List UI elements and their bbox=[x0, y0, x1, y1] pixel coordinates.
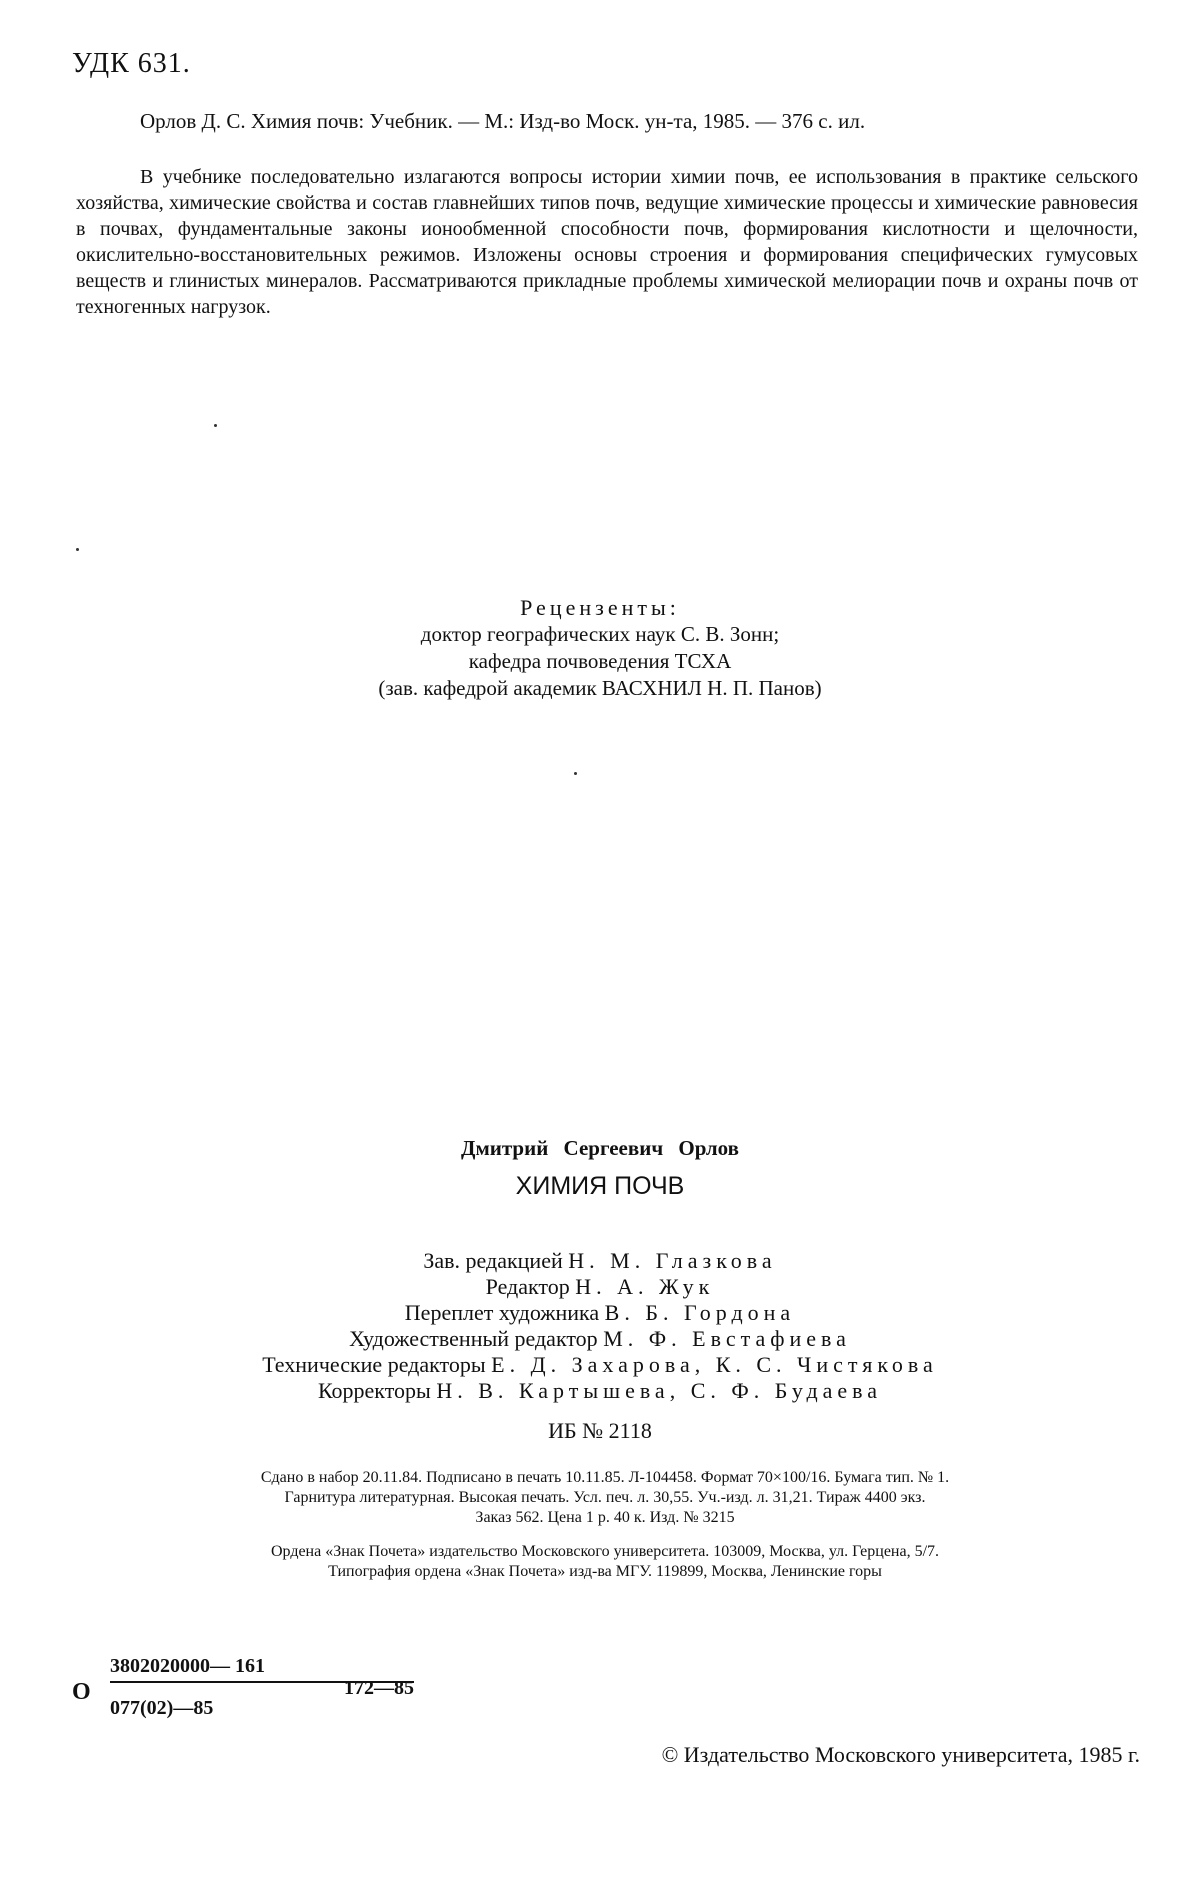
annotation-paragraph: В учебнике последовательно излагаются вопросы истории химии почв, ее использования в практике сельского хозяйства, химические свойства и состав главнейших типов почв, ведущие химические процессы и химические равновесия в почвах, фундаментальные законы ионообменной способности почв, формирования кислотности и щелочности, окислительно-восстановительных режимов. Изложены основы строения и формирования специфических гумусовых веществ и глинистых минералов. Рассматриваются прикладные проблемы химической мелиорации почв и охраны почв от техногенных нагрузок. bbox=[76, 166, 1138, 318]
catalog-code-prefix: О bbox=[72, 1679, 91, 1705]
credit-line bbox=[0, 1300, 1200, 1326]
print-info-block bbox=[70, 1468, 1140, 1528]
credit-name: Е. Д. Захарова, К. С. Чистякова bbox=[491, 1352, 938, 1377]
print-speck bbox=[574, 772, 577, 775]
copyright-notice: © Издательство Московского университета, 1985 г. bbox=[661, 1742, 1140, 1767]
credit-line bbox=[0, 1378, 1200, 1404]
credit-name: М. Ф. Евстафиева bbox=[603, 1326, 851, 1351]
publisher-info-line: Ордена «Знак Почета» издательство Московского университета. 103009, Москва, ул. Герцена, 5/7. bbox=[270, 1543, 940, 1560]
credit-name: В. Б. Гордона bbox=[604, 1300, 796, 1325]
udc-code: УДК 631. bbox=[72, 48, 191, 79]
credit-name: Н. М. Глазкова bbox=[568, 1248, 777, 1273]
book-title: ХИМИЯ ПОЧВ bbox=[515, 1172, 685, 1200]
print-info-line: Гарнитура литературная. Высокая печать. Усл. печ. л. 30,55. Уч.-изд. л. 31,21. Тираж 4400 экз. bbox=[284, 1489, 926, 1506]
print-info-line: Заказ 562. Цена 1 р. 40 к. Изд. № 3215 bbox=[475, 1509, 735, 1526]
reviewer-line: доктор географических наук С. В. Зонн; bbox=[420, 622, 780, 646]
credit-role: Технические редакторы bbox=[262, 1352, 486, 1377]
credit-line bbox=[0, 1352, 1200, 1378]
print-info-line: Сдано в набор 20.11.84. Подписано в печать 10.11.85. Л-104458. Формат 70×100/16. Бумага тип. № 1. bbox=[260, 1469, 950, 1486]
author-name: Дмитрий Сергеевич Орлов bbox=[461, 1136, 739, 1160]
credit-role: Корректоры bbox=[317, 1378, 431, 1403]
reviewers-heading: Рецензенты: bbox=[520, 595, 680, 620]
catalog-code bbox=[72, 1655, 452, 1735]
publisher-info-block bbox=[70, 1542, 1140, 1582]
reviewers-block bbox=[0, 594, 1200, 702]
credit-line bbox=[0, 1274, 1200, 1300]
credit-role: Зав. редакцией bbox=[423, 1248, 563, 1273]
print-speck bbox=[214, 424, 217, 427]
credit-role: Редактор bbox=[485, 1274, 570, 1299]
credits-block bbox=[0, 1248, 1200, 1404]
credit-line bbox=[0, 1326, 1200, 1352]
credit-role: Художественный редактор bbox=[349, 1326, 598, 1351]
credit-name: Н. А. Жук bbox=[575, 1274, 715, 1299]
credit-role: Переплет художника bbox=[404, 1300, 600, 1325]
publisher-info-line: Типография ордена «Знак Почета» изд-ва МГУ. 119899, Москва, Ленинские горы bbox=[328, 1563, 882, 1580]
reviewer-line: (зав. кафедрой академик ВАСХНИЛ Н. П. Панов) bbox=[378, 676, 822, 700]
reviewer-line: кафедра почвоведения ТСХА bbox=[468, 649, 732, 673]
catalog-code-numerator: 3802020000— 161 bbox=[110, 1655, 414, 1683]
catalog-code-suffix: 172—85 bbox=[344, 1677, 414, 1699]
credit-line bbox=[0, 1248, 1200, 1274]
bibliographic-entry: Орлов Д. С. Химия почв: Учебник. — М.: Изд-во Моск. ун-та, 1985. — 376 с. ил. bbox=[140, 109, 866, 133]
ib-number: ИБ № 2118 bbox=[548, 1418, 652, 1443]
print-speck bbox=[76, 548, 79, 551]
catalog-code-denominator: 077(02)—85 bbox=[110, 1697, 214, 1719]
credit-name: Н. В. Картышева, С. Ф. Будаева bbox=[436, 1378, 883, 1403]
